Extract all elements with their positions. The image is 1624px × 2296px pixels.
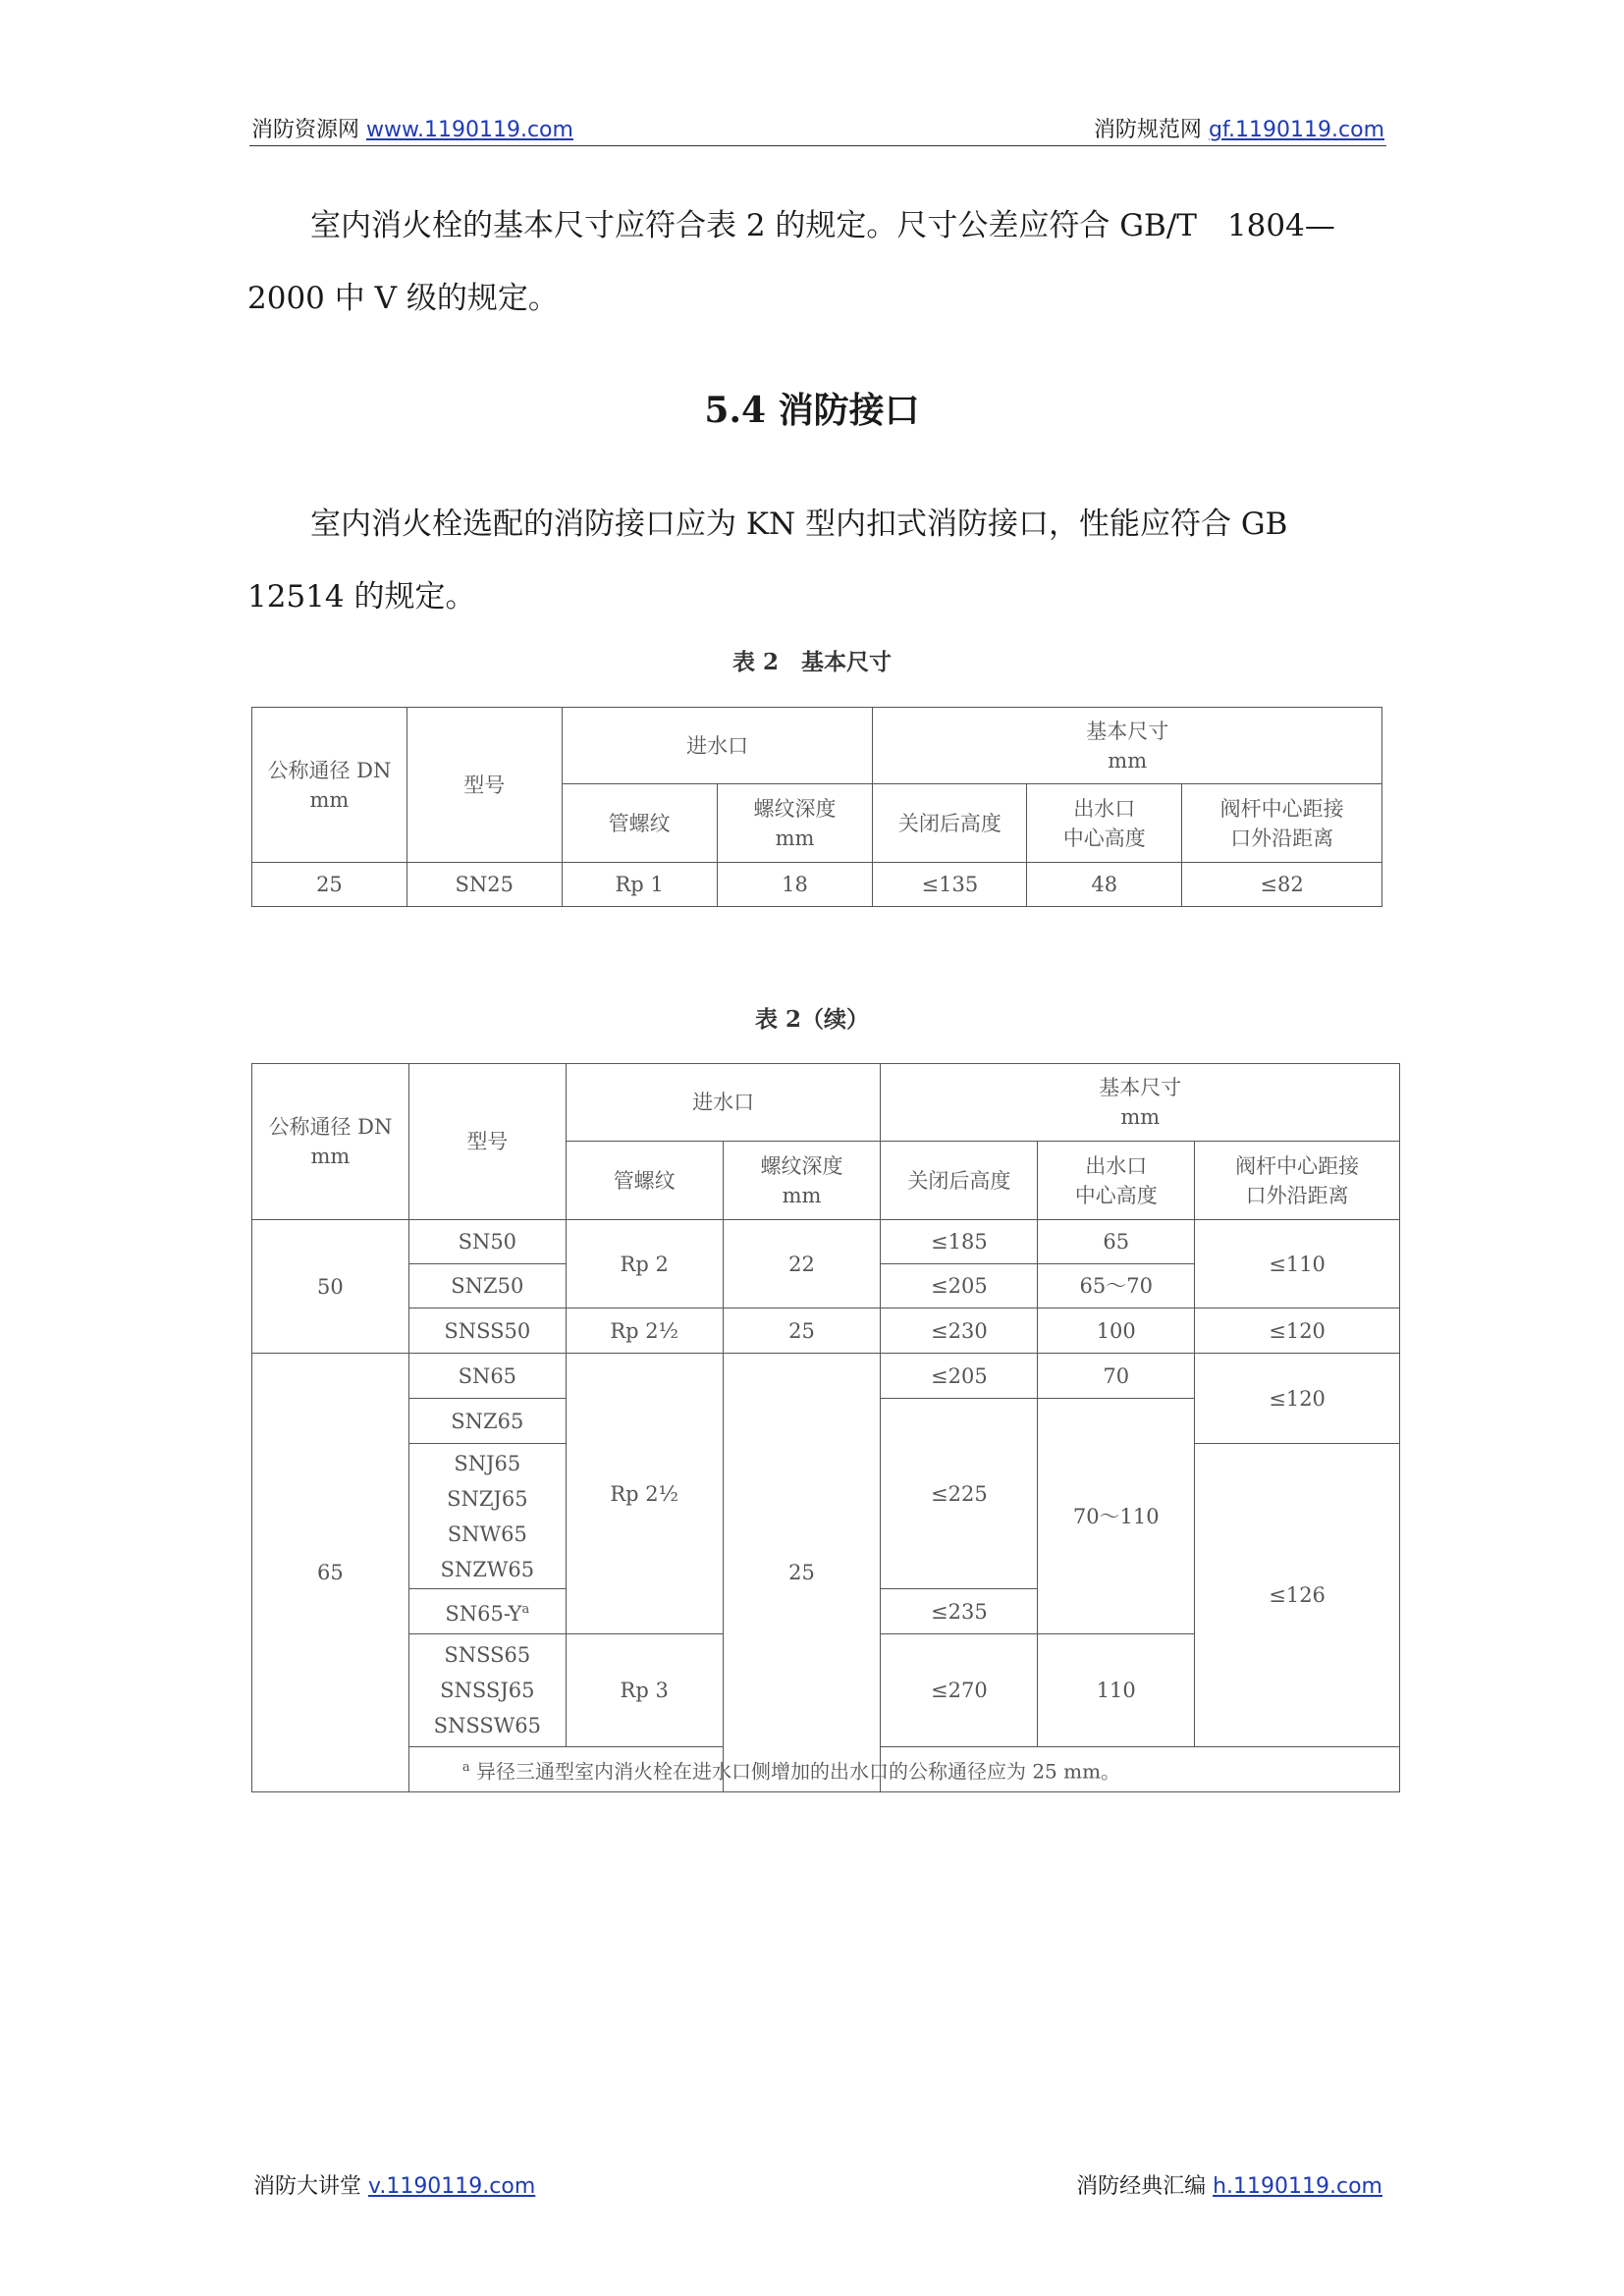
header-right-link[interactable]: gf.1190119.com xyxy=(1208,118,1384,142)
page-footer xyxy=(253,2169,1382,2199)
header-right-label: 消防规范网 xyxy=(1093,118,1202,142)
header-basic-size: 基本尺寸 mm xyxy=(881,1064,1400,1142)
table-row: 65 SN65 Rp 2½ 25 ≤205 70 ≤120 xyxy=(252,1354,1400,1399)
table-basic-dimensions xyxy=(251,707,1382,907)
table-row: SNSS50 Rp 2½ 25 ≤230 100 ≤120 xyxy=(252,1308,1400,1354)
header-inlet: 进水口 xyxy=(566,1064,881,1142)
table-row: SNSS65 SNSSJ65 SNSSW65 Rp 3 ≤270 110 xyxy=(252,1634,1400,1747)
header-dn: 公称通径 DN mm xyxy=(252,1064,409,1220)
header-thread: 管螺纹 xyxy=(566,1142,723,1220)
paragraph-coupling: 室内消火栓选配的消防接口应为 KN 型内扣式消防接口，性能应符合 GB 12514 的规定。 xyxy=(247,507,1288,614)
table-footnote: $^a$ 异径三通型室内消火栓在进水口侧增加的出水口的公称通径应为 25 mm。 xyxy=(252,1747,1400,1792)
footer-left xyxy=(253,2169,535,2200)
table-row: 50 SN50 Rp 2 22 ≤185 65 ≤110 xyxy=(252,1220,1400,1264)
table-row: SNZ50 ≤205 65～70 xyxy=(252,1264,1400,1308)
paragraph-size-rules: 室内消火栓的基本尺寸应符合表 2 的规定。尺寸公差应符合 GB/T 1804—2000 中 V 级的规定。 xyxy=(247,208,1335,316)
header-stem-distance: 阀杆中心距接 口外沿距离 xyxy=(1195,1142,1400,1220)
table2-caption: 表 2（续） xyxy=(754,1006,869,1033)
header-left-link[interactable]: www.1190119.com xyxy=(366,118,573,142)
footer-left-label: 消防大讲堂 xyxy=(253,2174,362,2199)
header-right xyxy=(1094,113,1384,143)
table-row: 25 SN25 Rp 1 18 ≤135 48 ≤82 xyxy=(252,863,1382,907)
table1-caption: 表 2 基本尺寸 xyxy=(731,649,892,675)
footer-right-link[interactable]: h.1190119.com xyxy=(1213,2174,1382,2199)
header-closed-height: 关闭后高度 xyxy=(881,1142,1038,1220)
section-title: 5.4 消防接口 xyxy=(704,390,920,431)
header-inlet: 进水口 xyxy=(562,708,873,784)
header-thread-depth: 螺纹深度 mm xyxy=(717,784,873,863)
page-header xyxy=(249,116,1386,146)
header-outlet-height: 出水口 中心高度 xyxy=(1027,784,1182,863)
header-outlet-height: 出水口 中心高度 xyxy=(1038,1142,1195,1220)
header-left xyxy=(251,113,573,143)
table-row: $SN65-Y^a$ ≤235 xyxy=(252,1589,1400,1634)
table-row: SNZ65 ≤225 70～110 xyxy=(252,1399,1400,1444)
header-thread-depth: 螺纹深度 mm xyxy=(723,1142,881,1220)
footer-right xyxy=(1076,2169,1382,2200)
header-basic-size: 基本尺寸 mm xyxy=(873,708,1382,784)
header-model: 型号 xyxy=(408,1064,566,1220)
table-row: SNJ65 SNZJ65 SNW65 SNZW65 ≤126 xyxy=(252,1444,1400,1589)
header-model: 型号 xyxy=(406,708,562,863)
table-basic-dimensions-continued xyxy=(251,1063,1400,1792)
header-left-label: 消防资源网 xyxy=(251,118,360,142)
footer-right-label: 消防经典汇编 xyxy=(1076,2174,1207,2199)
header-thread: 管螺纹 xyxy=(562,784,717,863)
header-dn: 公称通径 DN mm xyxy=(252,708,407,863)
header-stem-distance: 阀杆中心距接 口外沿距离 xyxy=(1182,784,1382,863)
header-closed-height: 关闭后高度 xyxy=(873,784,1027,863)
footer-left-link[interactable]: v.1190119.com xyxy=(368,2174,536,2199)
